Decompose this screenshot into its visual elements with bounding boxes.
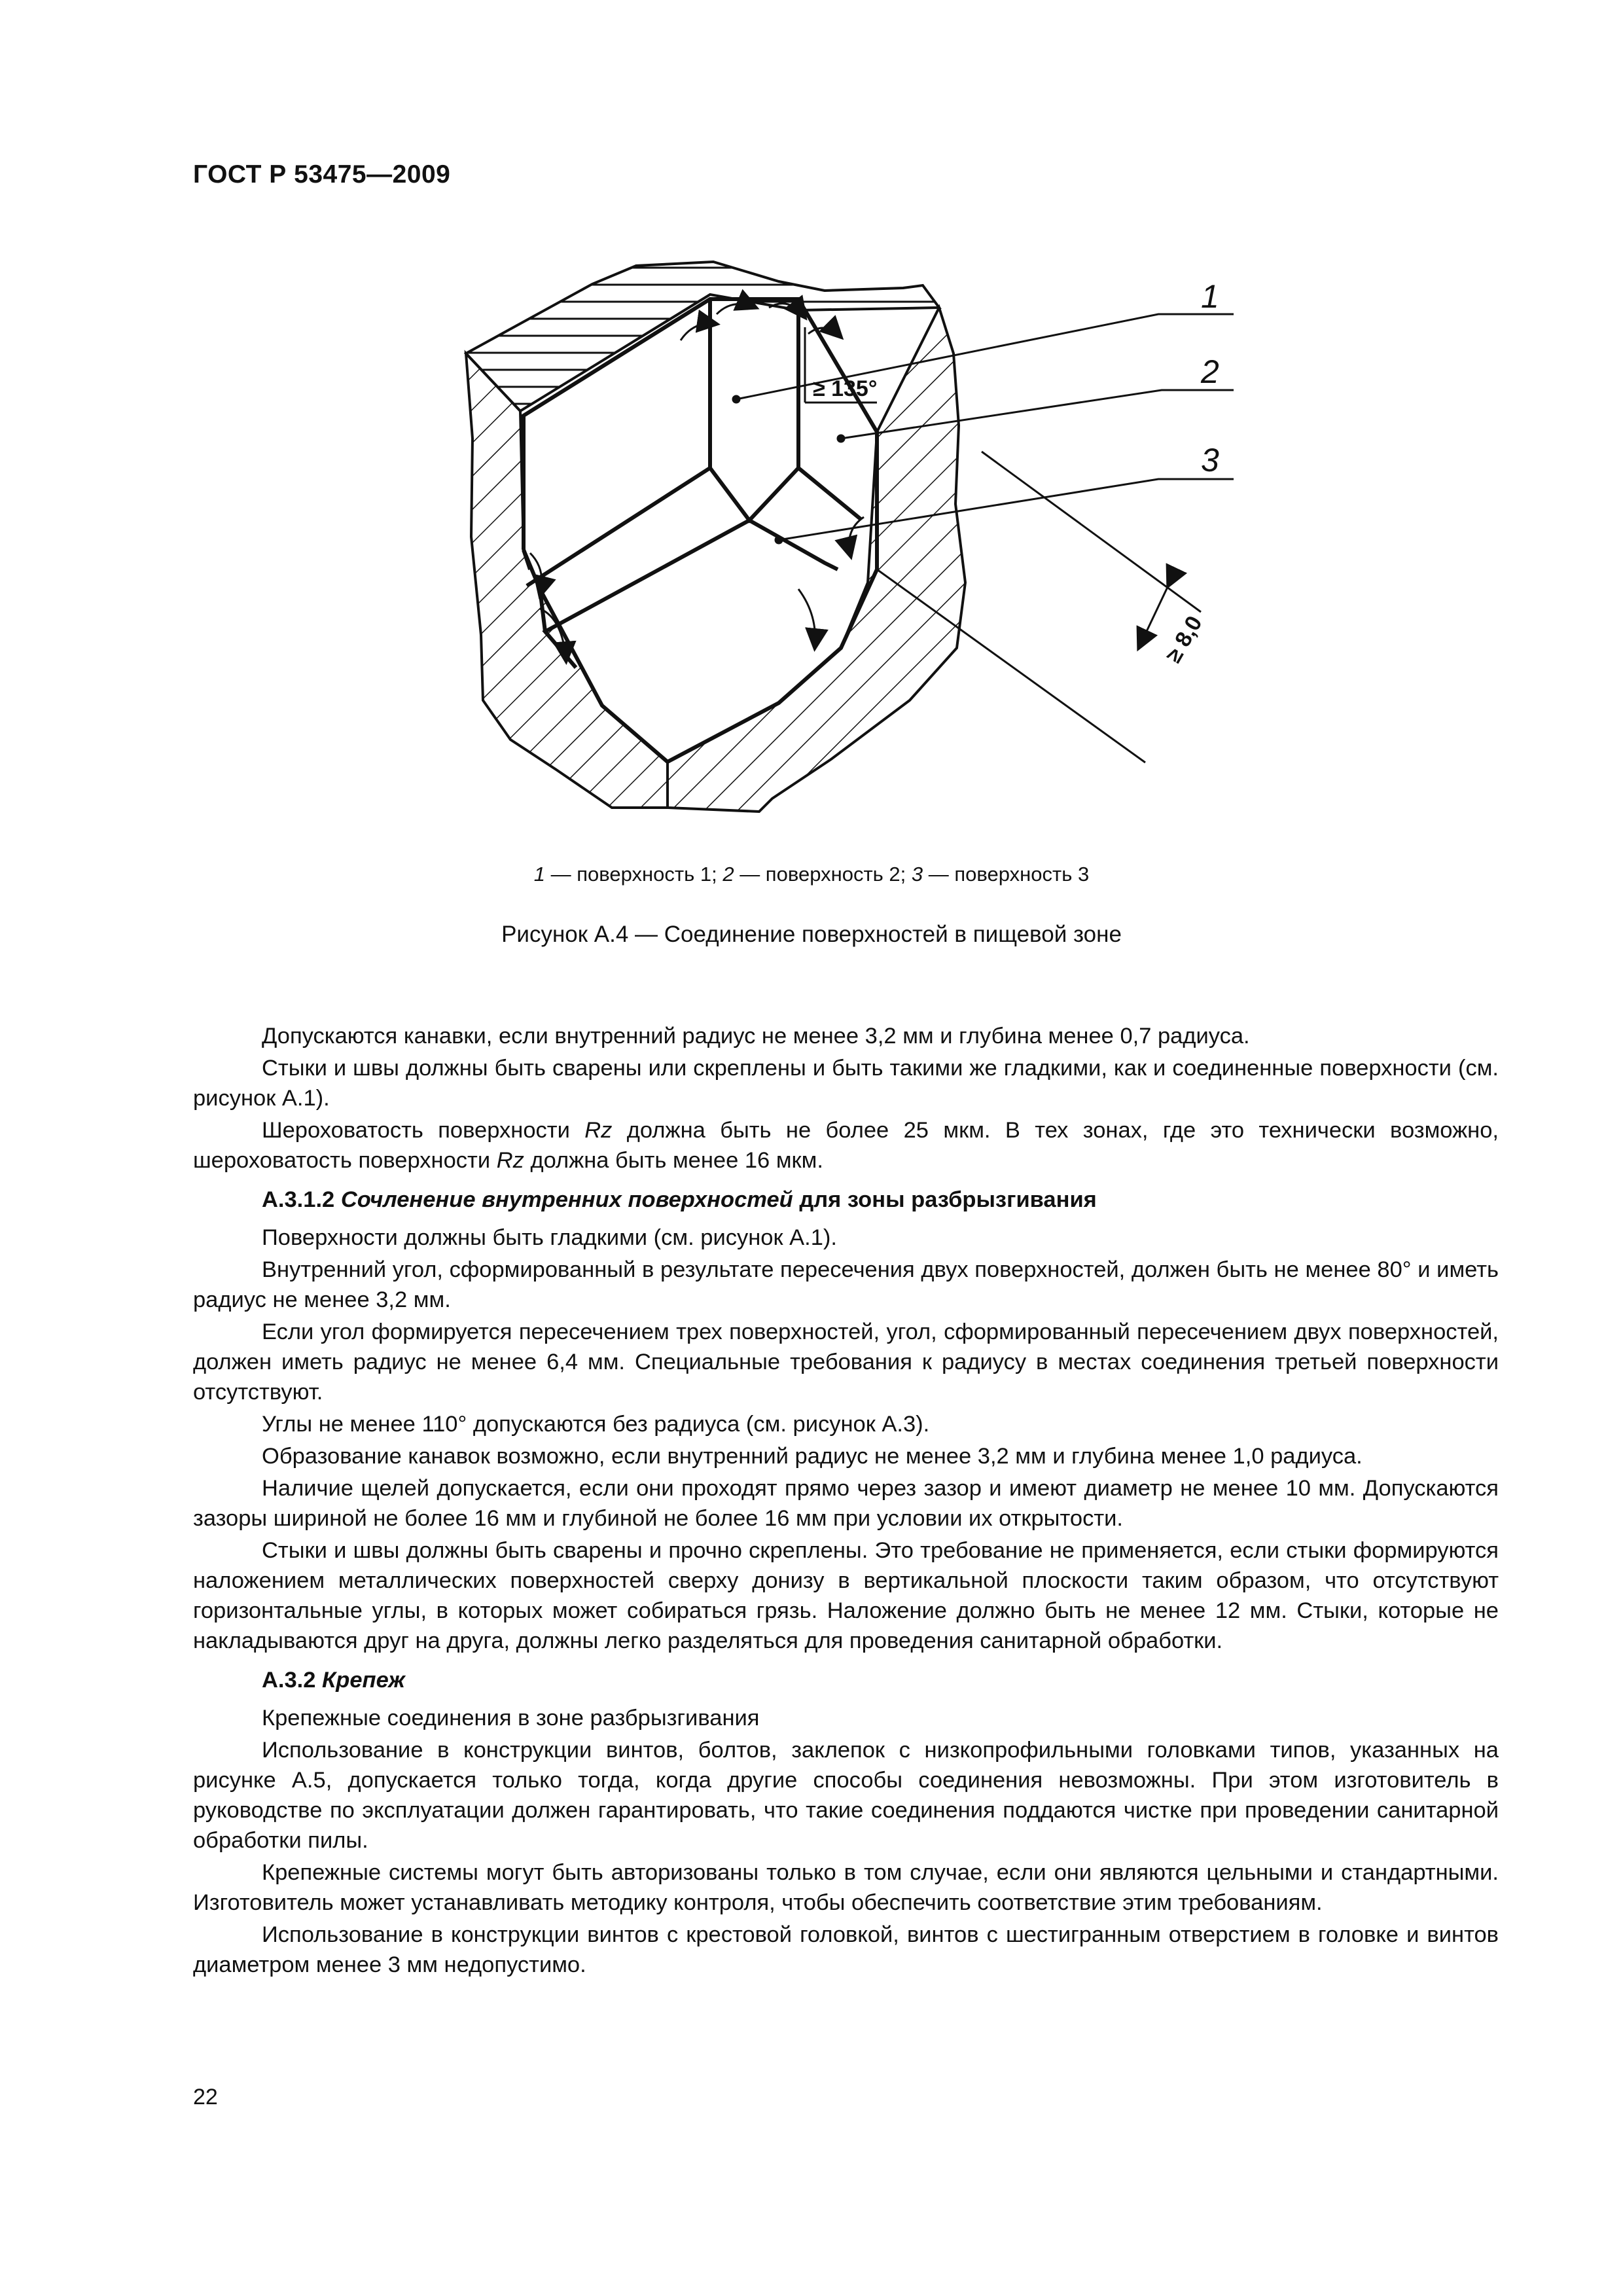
section-heading-a3-1-2 xyxy=(193,1185,1499,1215)
legend-text-1: — поверхность 1; xyxy=(545,863,723,886)
paragraph: Если угол формируется пересечением трех поверхностей, угол, сформированный пересечением двух поверхностей, должен иметь радиус не менее 6,4 мм. Специальные требования к радиусу в местах соединения третьей поверхности отсутствуют. xyxy=(193,1319,1499,1405)
callout-1: 1 xyxy=(1201,278,1219,315)
paragraph: Внутренний угол, сформированный в результате пересечения двух поверхностей, должен быть не менее 80° и иметь радиус не менее 3,2 мм. xyxy=(193,1257,1499,1312)
legend-num-3: 3 xyxy=(911,863,923,886)
legend-num-2: 2 xyxy=(722,863,734,886)
body-text xyxy=(193,1021,1499,1982)
text-run: должна быть не более 25 мкм. В тех зонах, где это технически возможно, шероховатость поверхности xyxy=(193,1118,1499,1173)
paragraph: Наличие щелей допускается, если они проходят прямо через зазор и имеют диаметр не менее 10 мм. Допускаются зазоры шириной не более 16 мм и глубиной не более 16 мм при условии их открытости. xyxy=(193,1476,1499,1531)
section-title-italic: Сочленение внутренних поверхностей xyxy=(340,1187,793,1212)
callout-3: 3 xyxy=(1201,442,1219,478)
figure-legend xyxy=(0,863,1623,886)
paragraph: Допускаются канавки, если внутренний радиус не менее 3,2 мм и глубина менее 0,7 радиуса. xyxy=(262,1024,1250,1049)
section-heading-a3-2 xyxy=(193,1665,1499,1695)
figure-caption: Рисунок А.4 — Соединение поверхностей в пищевой зоне xyxy=(501,922,1122,947)
section-number: А.3.1.2 xyxy=(262,1187,341,1212)
rz-symbol: Rz xyxy=(496,1148,524,1173)
document-header: ГОСТ Р 53475—2009 xyxy=(193,160,451,188)
figure-a4 xyxy=(406,242,1322,870)
section-title-rest: для зоны разбрызгивания xyxy=(793,1187,1097,1212)
paragraph: Крепежные системы могут быть авторизованы только в том случае, если они являются цельными и стандартными. Изготовитель может устанавливать методику контроля, чтобы обеспечить соответствие этим требованиям. xyxy=(193,1860,1499,1915)
paragraph: Использование в конструкции винтов, болтов, заклепок с низкопрофильными головками типов, указанных на рисунке А.5, допускается только тогда, когда другие способы соединения невозможны. При этом изготовитель в руководстве по эксплуатации должен гарантировать, что такие соединения поддаются чистке при проведении санитарной обработки пилы. xyxy=(193,1738,1499,1853)
rz-symbol: Rz xyxy=(584,1118,613,1143)
paragraph: Крепежные соединения в зоне разбрызгивания xyxy=(262,1706,760,1731)
section-number: А.3.2 xyxy=(262,1668,323,1693)
paragraph: Поверхности должны быть гладкими (см. рисунок А.1). xyxy=(262,1225,838,1250)
paragraph-roughness xyxy=(193,1115,1499,1175)
legend-text-3: — поверхность 3 xyxy=(923,863,1090,886)
page-number: 22 xyxy=(193,2085,218,2109)
paragraph: Стыки и швы должны быть сварены и прочно скреплены. Это требование не применяется, если стыки формируются наложением металлических поверхностей сверху донизу в вертикальной плоскости таким образом, что отсутствуют горизонтальные углы, в которых может собираться грязь. Наложение должно быть не менее 12 мм. Стыки, которые не накладываются друг на друга, должны легко разделяться для проведения санитарной обработки. xyxy=(193,1538,1499,1653)
legend-num-1: 1 xyxy=(533,863,546,886)
text-run: должна быть менее 16 мкм. xyxy=(524,1148,823,1173)
legend-text-2: — поверхность 2; xyxy=(734,863,912,886)
paragraph: Использование в конструкции винтов с крестовой головкой, винтов с шестигранным отверстием в головке и винтов диаметром менее 3 мм недопустимо. xyxy=(193,1922,1499,1977)
callout-2: 2 xyxy=(1201,353,1219,390)
surface-joint-drawing xyxy=(406,242,1322,870)
section-title-italic: Крепеж xyxy=(322,1668,405,1693)
dimension-label: ≥ 8,0 xyxy=(1161,611,1207,667)
angle-label: ≥ 135° xyxy=(813,376,878,401)
paragraph: Образование канавок возможно, если внутренний радиус не менее 3,2 мм и глубина менее 1,0 радиуса. xyxy=(262,1444,1363,1469)
paragraph: Углы не менее 110° допускаются без радиуса (см. рисунок А.3). xyxy=(262,1412,930,1437)
paragraph: Стыки и швы должны быть сварены или скреплены и быть такими же гладкими, как и соединенные поверхности (см. рисунок А.1). xyxy=(193,1056,1499,1111)
text-run: Шероховатость поверхности xyxy=(262,1118,585,1143)
